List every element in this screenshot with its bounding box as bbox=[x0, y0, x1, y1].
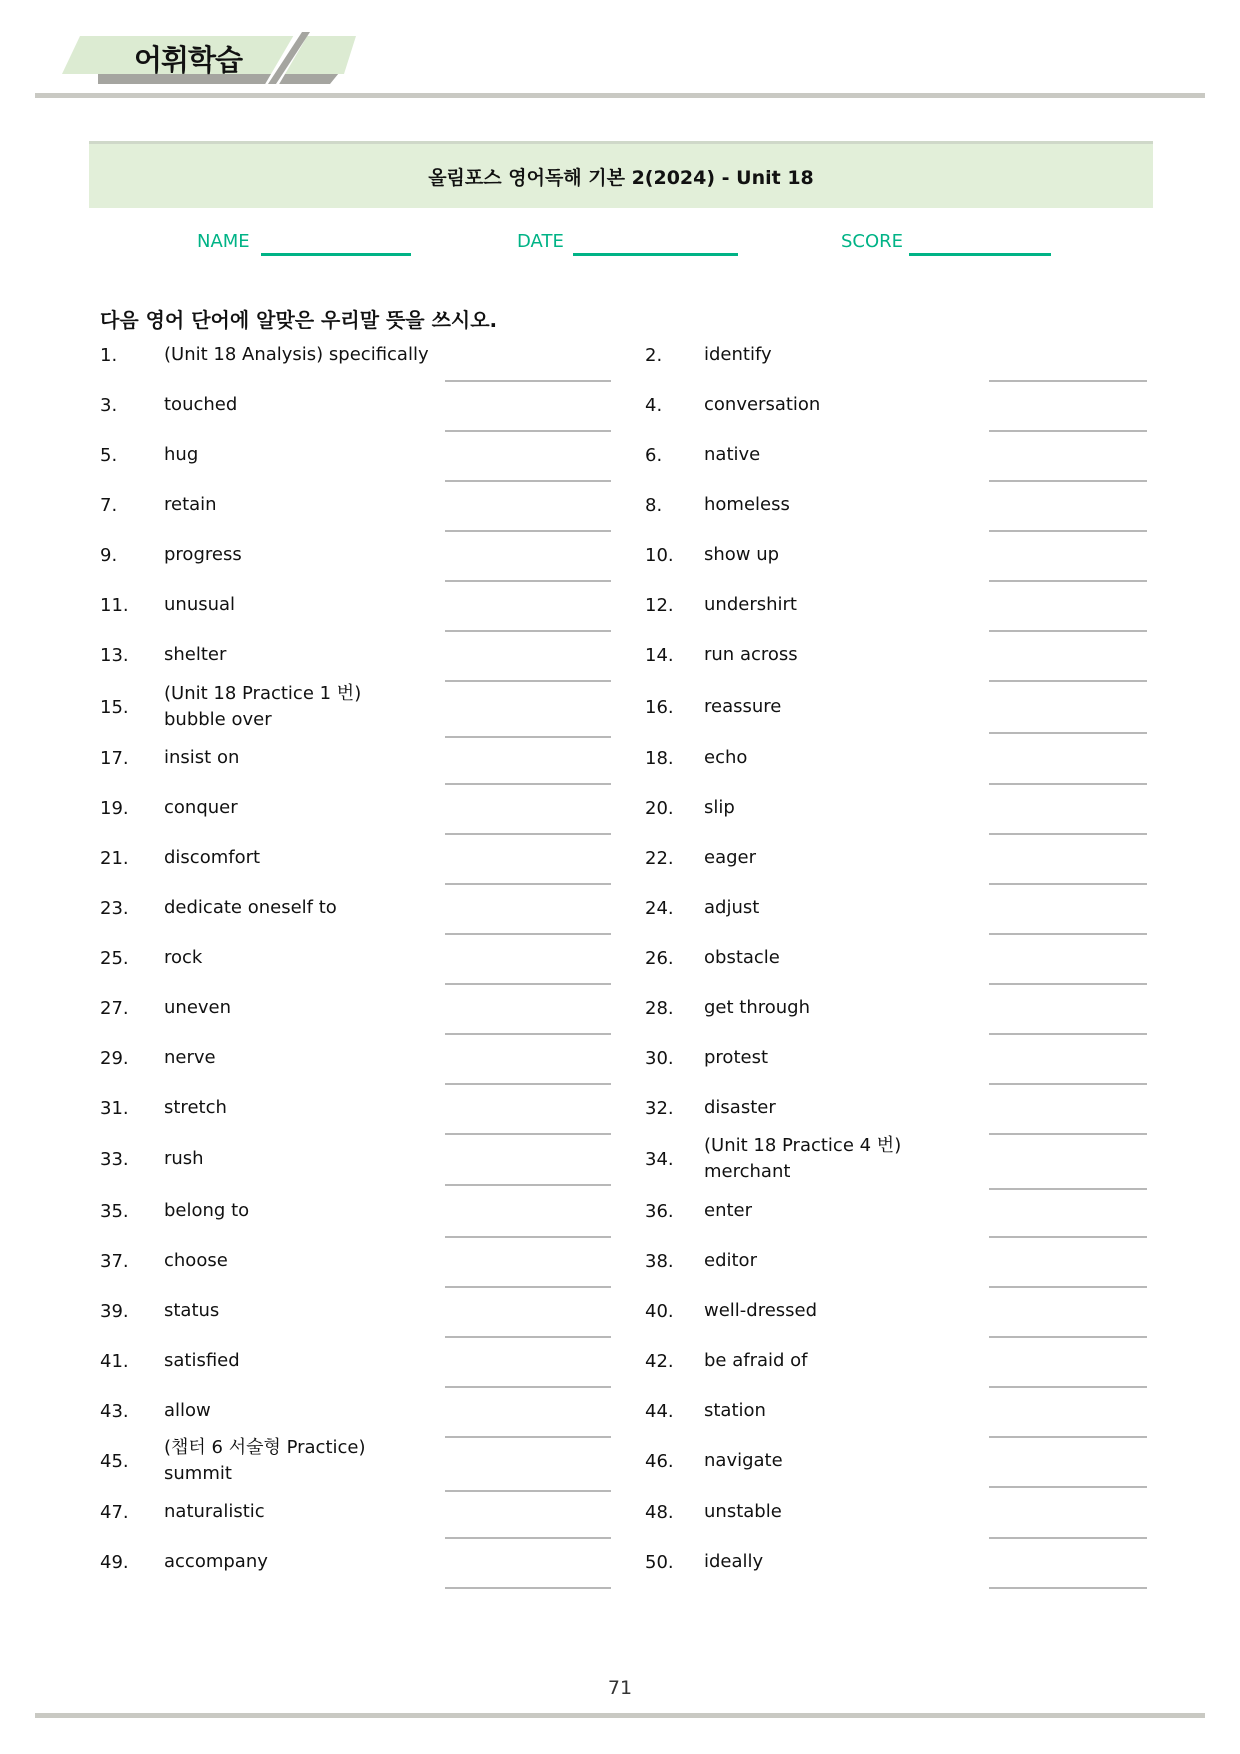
item-number: 1. bbox=[100, 344, 118, 366]
item-word bbox=[704, 1236, 757, 1286]
vocab-item bbox=[100, 1487, 620, 1537]
item-term: well-dressed bbox=[704, 1300, 818, 1321]
item-term: touched bbox=[164, 394, 238, 415]
item-term: shelter bbox=[164, 644, 227, 665]
item-number: 32. bbox=[645, 1097, 674, 1119]
vocab-item bbox=[645, 380, 1155, 430]
item-term: protest bbox=[704, 1047, 769, 1068]
item-number: 28. bbox=[645, 997, 674, 1019]
item-number: 5. bbox=[100, 444, 118, 466]
item-term: native bbox=[704, 444, 761, 465]
item-word bbox=[164, 883, 337, 933]
item-term: hug bbox=[164, 444, 199, 465]
item-number: 13. bbox=[100, 644, 129, 666]
item-number: 31. bbox=[100, 1097, 129, 1119]
item-word bbox=[164, 1286, 219, 1336]
item-word bbox=[704, 1083, 776, 1133]
item-term: echo bbox=[704, 747, 748, 768]
item-word bbox=[704, 1033, 768, 1083]
vocab-item bbox=[100, 380, 620, 430]
vocab-item bbox=[645, 530, 1155, 580]
item-word bbox=[164, 430, 198, 480]
vocab-item bbox=[645, 1537, 1155, 1587]
item-number: 46. bbox=[645, 1450, 674, 1472]
item-number: 9. bbox=[100, 544, 118, 566]
vocab-item bbox=[645, 630, 1155, 680]
item-term: identify bbox=[704, 344, 772, 365]
item-term: allow bbox=[164, 1400, 211, 1421]
item-term: run across bbox=[704, 644, 798, 665]
item-number: 36. bbox=[645, 1200, 674, 1222]
item-word bbox=[164, 1436, 366, 1486]
item-word bbox=[164, 833, 260, 883]
vocab-item bbox=[645, 933, 1155, 983]
page-number: 71 bbox=[607, 1677, 633, 1699]
item-word bbox=[704, 783, 735, 833]
item-term: unusual bbox=[164, 594, 236, 615]
item-number: 45. bbox=[100, 1450, 129, 1472]
item-term: merchant bbox=[704, 1161, 791, 1182]
item-word bbox=[164, 682, 361, 732]
item-number: 23. bbox=[100, 897, 129, 919]
item-word bbox=[164, 983, 231, 1033]
vocab-item bbox=[100, 1083, 620, 1133]
item-term: accompany bbox=[164, 1551, 268, 1572]
vocab-item bbox=[100, 833, 620, 883]
vocab-item bbox=[100, 1336, 620, 1386]
vocab-item bbox=[645, 330, 1155, 380]
item-number: 2. bbox=[645, 344, 663, 366]
item-number: 25. bbox=[100, 947, 129, 969]
item-number: 18. bbox=[645, 747, 674, 769]
score-field[interactable] bbox=[909, 253, 1051, 256]
vocab-item bbox=[100, 783, 620, 833]
item-number: 21. bbox=[100, 847, 129, 869]
item-term: homeless bbox=[704, 494, 790, 515]
item-word bbox=[164, 1083, 227, 1133]
item-word bbox=[704, 580, 797, 630]
item-number: 27. bbox=[100, 997, 129, 1019]
item-number: 47. bbox=[100, 1501, 129, 1523]
item-word bbox=[704, 1436, 783, 1486]
item-word bbox=[164, 530, 242, 580]
vocab-item bbox=[100, 733, 620, 783]
item-term: dedicate oneself to bbox=[164, 897, 337, 918]
item-term: conquer bbox=[164, 797, 238, 818]
item-term: adjust bbox=[704, 897, 760, 918]
item-term: reassure bbox=[704, 696, 782, 717]
item-term: conversation bbox=[704, 394, 821, 415]
item-term: editor bbox=[704, 1250, 757, 1271]
vocab-item bbox=[100, 1537, 620, 1587]
vocab-item bbox=[645, 1436, 1155, 1486]
item-term: choose bbox=[164, 1250, 228, 1271]
item-number: 8. bbox=[645, 494, 663, 516]
instruction-text: 다음 영어 단어에 알맞은 우리말 뜻을 쓰시오. bbox=[100, 308, 498, 332]
item-word bbox=[164, 933, 202, 983]
item-word bbox=[704, 933, 780, 983]
item-number: 41. bbox=[100, 1350, 129, 1372]
vocab-item bbox=[100, 883, 620, 933]
vocab-item bbox=[100, 682, 620, 732]
item-source-note: (Unit 18 Practice 4 번) bbox=[704, 1135, 902, 1156]
item-word bbox=[704, 480, 790, 530]
top-divider bbox=[35, 93, 1205, 98]
item-word bbox=[704, 530, 779, 580]
item-word bbox=[164, 380, 237, 430]
vocab-item bbox=[100, 480, 620, 530]
item-number: 15. bbox=[100, 696, 129, 718]
item-term: uneven bbox=[164, 997, 232, 1018]
item-term: station bbox=[704, 1400, 766, 1421]
item-term: insist on bbox=[164, 747, 240, 768]
item-number: 38. bbox=[645, 1250, 674, 1272]
item-word bbox=[164, 733, 239, 783]
vocab-item bbox=[100, 580, 620, 630]
item-term: naturalistic bbox=[164, 1501, 265, 1522]
item-term: navigate bbox=[704, 1450, 783, 1471]
vocab-item bbox=[645, 883, 1155, 933]
item-number: 14. bbox=[645, 644, 674, 666]
item-number: 37. bbox=[100, 1250, 129, 1272]
item-number: 43. bbox=[100, 1400, 129, 1422]
banner-title: 올림포스 영어독해 기본 2(2024) - Unit 18 bbox=[428, 166, 814, 189]
item-term: undershirt bbox=[704, 594, 797, 615]
item-term: satisfied bbox=[164, 1350, 240, 1371]
item-term: progress bbox=[164, 544, 242, 565]
item-word bbox=[704, 630, 798, 680]
vocab-item bbox=[100, 530, 620, 580]
item-word bbox=[164, 330, 429, 380]
item-word bbox=[704, 1286, 817, 1336]
item-word bbox=[704, 1186, 752, 1236]
vocab-item bbox=[645, 430, 1155, 480]
item-word bbox=[164, 1487, 265, 1537]
vocab-item bbox=[100, 1033, 620, 1083]
vocab-item bbox=[645, 1286, 1155, 1336]
item-number: 7. bbox=[100, 494, 118, 516]
item-word bbox=[704, 733, 747, 783]
item-number: 29. bbox=[100, 1047, 129, 1069]
vocab-item bbox=[645, 1386, 1155, 1436]
section-title: 어휘학습 bbox=[134, 43, 243, 77]
item-number: 33. bbox=[100, 1148, 129, 1170]
item-number: 26. bbox=[645, 947, 674, 969]
date-field[interactable] bbox=[573, 253, 738, 256]
vocab-item bbox=[100, 630, 620, 680]
item-term: retain bbox=[164, 494, 217, 515]
item-number: 12. bbox=[645, 594, 674, 616]
item-word bbox=[704, 883, 759, 933]
vocab-item bbox=[645, 1033, 1155, 1083]
item-word bbox=[164, 1336, 240, 1386]
item-word bbox=[704, 1537, 763, 1587]
bottom-divider bbox=[35, 1713, 1205, 1718]
vocab-item bbox=[645, 1236, 1155, 1286]
item-number: 42. bbox=[645, 1350, 674, 1372]
worksheet-banner bbox=[89, 141, 1153, 208]
item-word bbox=[164, 630, 226, 680]
item-term: discomfort bbox=[164, 847, 261, 868]
item-term: ideally bbox=[704, 1551, 764, 1572]
item-number: 49. bbox=[100, 1551, 129, 1573]
item-number: 11. bbox=[100, 594, 129, 616]
item-term: show up bbox=[704, 544, 780, 565]
item-term: nerve bbox=[164, 1047, 216, 1068]
item-term: rush bbox=[164, 1148, 204, 1169]
item-term: bubble over bbox=[164, 709, 272, 730]
item-word bbox=[704, 1336, 808, 1386]
item-number: 19. bbox=[100, 797, 129, 819]
item-number: 22. bbox=[645, 847, 674, 869]
vocab-item bbox=[100, 1286, 620, 1336]
item-word bbox=[704, 1134, 901, 1184]
vocab-item bbox=[100, 983, 620, 1033]
vocab-item bbox=[100, 1134, 620, 1184]
name-field[interactable] bbox=[261, 253, 411, 256]
vocab-item bbox=[645, 983, 1155, 1033]
item-number: 40. bbox=[645, 1300, 674, 1322]
item-word bbox=[164, 480, 217, 530]
item-number: 17. bbox=[100, 747, 129, 769]
item-number: 30. bbox=[645, 1047, 674, 1069]
item-number: 16. bbox=[645, 696, 674, 718]
item-word bbox=[704, 330, 772, 380]
item-number: 4. bbox=[645, 394, 663, 416]
item-word bbox=[704, 983, 810, 1033]
vocab-item bbox=[645, 783, 1155, 833]
vocab-item bbox=[645, 1083, 1155, 1133]
vocab-item bbox=[645, 1336, 1155, 1386]
vocab-item bbox=[645, 580, 1155, 630]
item-word bbox=[164, 1186, 249, 1236]
item-source-note: (Unit 18 Practice 1 번) bbox=[164, 683, 362, 704]
item-word bbox=[164, 1033, 216, 1083]
vocab-item bbox=[645, 733, 1155, 783]
item-word bbox=[704, 1386, 766, 1436]
vocab-item bbox=[100, 1186, 620, 1236]
item-number: 39. bbox=[100, 1300, 129, 1322]
item-number: 50. bbox=[645, 1551, 674, 1573]
item-number: 35. bbox=[100, 1200, 129, 1222]
name-label: NAME bbox=[197, 231, 250, 252]
item-word bbox=[164, 1537, 268, 1587]
vocab-item bbox=[645, 682, 1155, 732]
item-term: disaster bbox=[704, 1097, 776, 1118]
item-term: eager bbox=[704, 847, 757, 868]
item-number: 10. bbox=[645, 544, 674, 566]
item-word bbox=[164, 1236, 228, 1286]
item-word bbox=[164, 580, 235, 630]
item-term: status bbox=[164, 1300, 220, 1321]
vocab-item bbox=[100, 430, 620, 480]
answer-line[interactable] bbox=[445, 1587, 611, 1589]
vocab-item bbox=[645, 833, 1155, 883]
vocab-item bbox=[645, 1134, 1155, 1184]
item-term: slip bbox=[704, 797, 735, 818]
item-term: summit bbox=[164, 1463, 232, 1484]
item-word bbox=[704, 833, 756, 883]
item-term: enter bbox=[704, 1200, 753, 1221]
answer-line[interactable] bbox=[989, 1587, 1147, 1589]
item-number: 34. bbox=[645, 1148, 674, 1170]
item-source-note: (챕터 6 서술형 Practice) bbox=[164, 1437, 366, 1458]
vocab-item bbox=[100, 330, 620, 380]
vocab-item bbox=[645, 1487, 1155, 1537]
score-label: SCORE bbox=[841, 231, 904, 252]
item-term: (Unit 18 Analysis) specifically bbox=[164, 344, 429, 365]
item-term: stretch bbox=[164, 1097, 227, 1118]
vocab-item bbox=[645, 480, 1155, 530]
item-term: unstable bbox=[704, 1501, 782, 1522]
item-word bbox=[164, 783, 238, 833]
vocab-item bbox=[645, 1186, 1155, 1236]
vocab-item bbox=[100, 1236, 620, 1286]
item-word bbox=[164, 1134, 204, 1184]
item-word bbox=[704, 380, 820, 430]
item-word bbox=[164, 1386, 211, 1436]
item-number: 20. bbox=[645, 797, 674, 819]
vocab-item bbox=[100, 933, 620, 983]
item-number: 6. bbox=[645, 444, 663, 466]
item-number: 3. bbox=[100, 394, 118, 416]
vocab-item bbox=[100, 1436, 620, 1486]
item-term: get through bbox=[704, 997, 811, 1018]
item-term: be afraid of bbox=[704, 1350, 808, 1371]
item-number: 48. bbox=[645, 1501, 674, 1523]
item-word bbox=[704, 430, 760, 480]
item-term: obstacle bbox=[704, 947, 780, 968]
item-number: 44. bbox=[645, 1400, 674, 1422]
item-word bbox=[704, 1487, 782, 1537]
item-word bbox=[704, 682, 781, 732]
item-term: belong to bbox=[164, 1200, 250, 1221]
item-number: 24. bbox=[645, 897, 674, 919]
item-term: rock bbox=[164, 947, 203, 968]
date-label: DATE bbox=[517, 231, 564, 252]
vocab-item bbox=[100, 1386, 620, 1436]
